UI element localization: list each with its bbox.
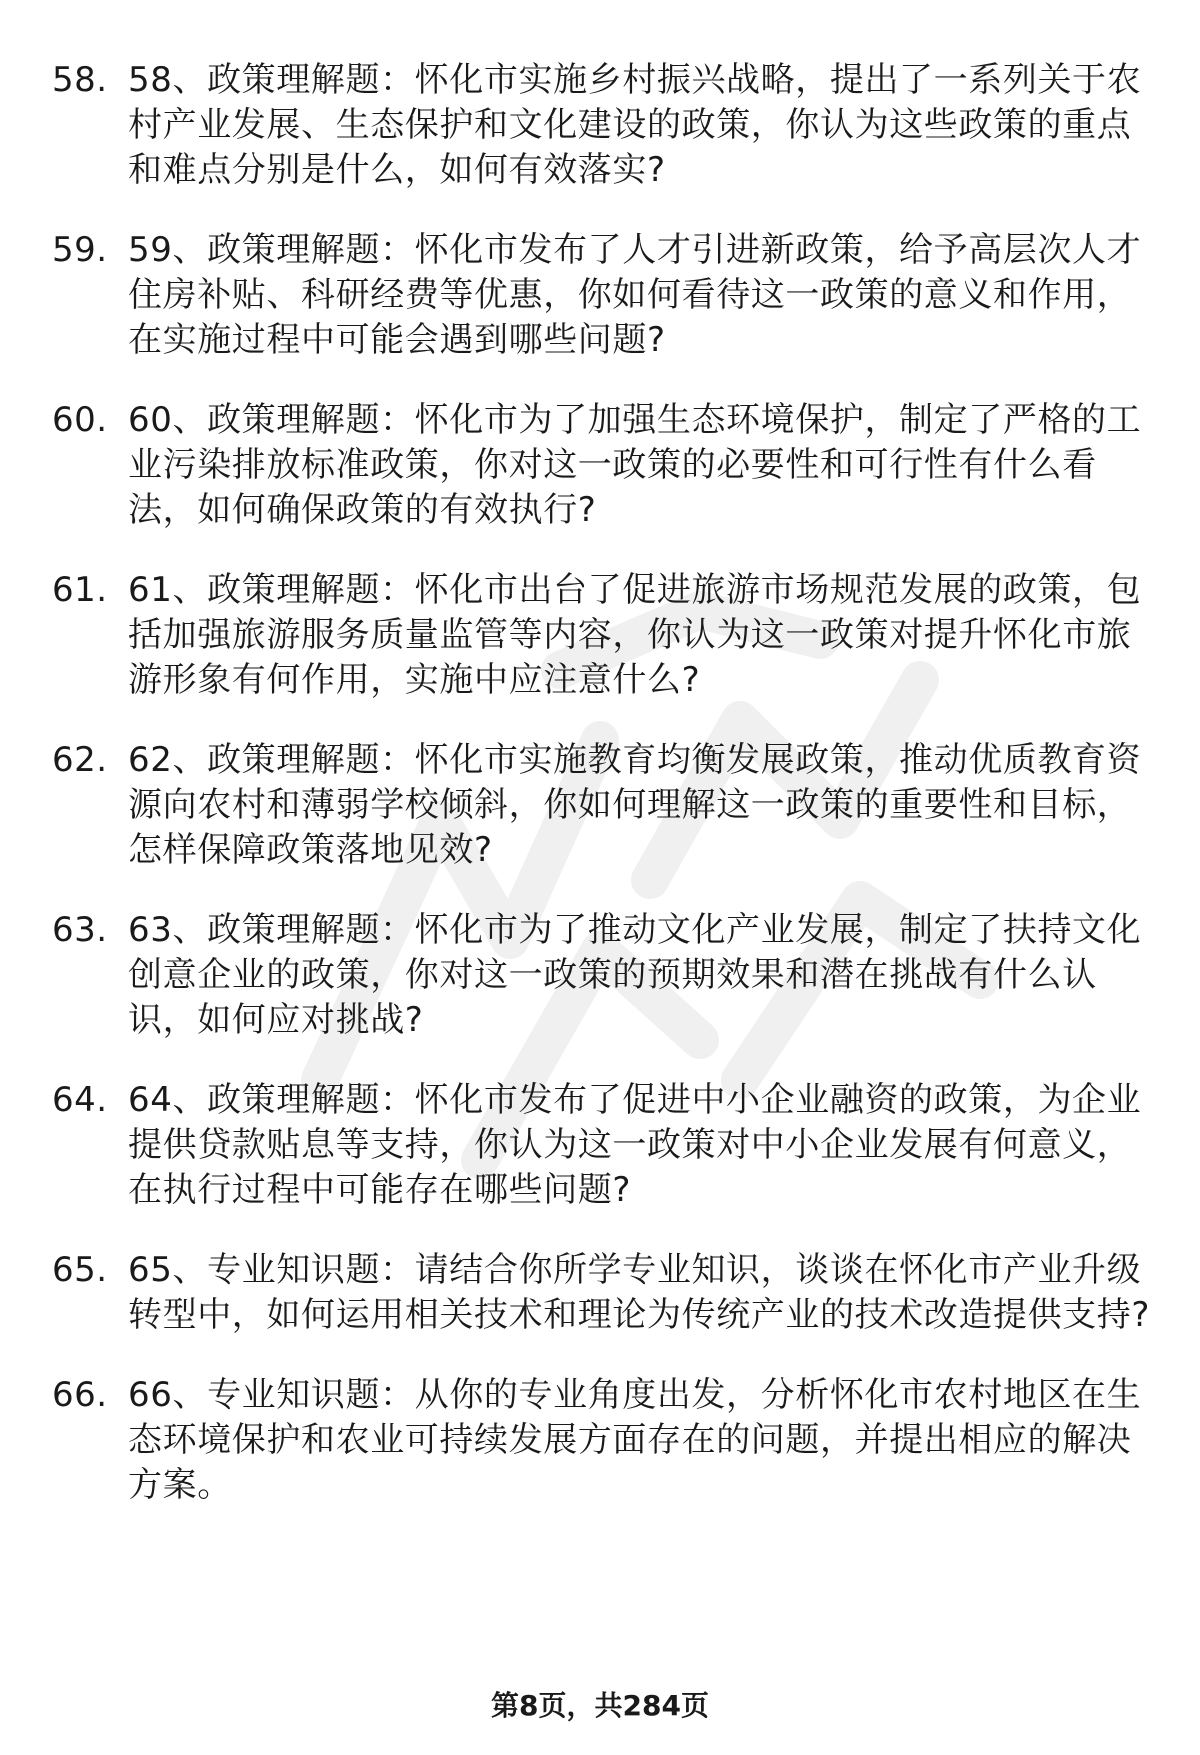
question-item: [52, 1248, 1152, 1338]
question-text: 62、政策理解题：怀化市实施教育均衡发展政策，推动优质教育资源向农村和薄弱学校倾斜，你如何理解这一政策的重要性和目标，怎样保障政策落地见效?: [128, 740, 1142, 870]
question-number: 58.: [52, 60, 108, 100]
page-footer: 第8页，共284页: [491, 1689, 709, 1722]
question-item: [52, 228, 1152, 363]
question-number: 59.: [52, 230, 108, 270]
question-number: 65.: [52, 1250, 108, 1290]
question-text: 61、政策理解题：怀化市出台了促进旅游市场规范发展的政策，包括加强旅游服务质量监管等内容，你认为这一政策对提升怀化市旅游形象有何作用，实施中应注意什么?: [128, 570, 1142, 700]
question-number: 63.: [52, 910, 108, 950]
question-number: 60.: [52, 400, 108, 440]
question-text: 60、政策理解题：怀化市为了加强生态环境保护，制定了严格的工业污染排放标准政策，你对这一政策的必要性和可行性有什么看法，如何确保政策的有效执行?: [128, 400, 1142, 530]
question-text: 65、专业知识题：请结合你所学专业知识，谈谈在怀化市产业升级转型中，如何运用相关技术和理论为传统产业的技术改造提供支持?: [128, 1250, 1151, 1335]
question-item: [52, 908, 1152, 1043]
question-item: [52, 58, 1152, 193]
question-list: [52, 58, 1152, 1543]
question-text: 59、政策理解题：怀化市发布了人才引进新政策，给予高层次人才住房补贴、科研经费等优惠，你如何看待这一政策的意义和作用，在实施过程中可能会遇到哪些问题?: [128, 230, 1142, 360]
question-item: [52, 1078, 1152, 1213]
question-text: 63、政策理解题：怀化市为了推动文化产业发展，制定了扶持文化创意企业的政策，你对这一政策的预期效果和潜在挑战有什么认识，如何应对挑战?: [128, 910, 1142, 1040]
question-item: [52, 398, 1152, 533]
question-number: 61.: [52, 570, 108, 610]
question-text: 64、政策理解题：怀化市发布了促进中小企业融资的政策，为企业提供贷款贴息等支持，你认为这一政策对中小企业发展有何意义，在执行过程中可能存在哪些问题?: [128, 1080, 1142, 1210]
question-item: [52, 738, 1152, 873]
question-number: 62.: [52, 740, 108, 780]
question-number: 64.: [52, 1080, 108, 1120]
question-item: [52, 568, 1152, 703]
question-item: [52, 1373, 1152, 1508]
question-text: 66、专业知识题：从你的专业角度出发，分析怀化市农村地区在生态环境保护和农业可持续发展方面存在的问题，并提出相应的解决方案。: [128, 1375, 1142, 1505]
question-number: 66.: [52, 1375, 108, 1415]
question-text: 58、政策理解题：怀化市实施乡村振兴战略，提出了一系列关于农村产业发展、生态保护和文化建设的政策，你认为这些政策的重点和难点分别是什么，如何有效落实?: [128, 60, 1142, 190]
